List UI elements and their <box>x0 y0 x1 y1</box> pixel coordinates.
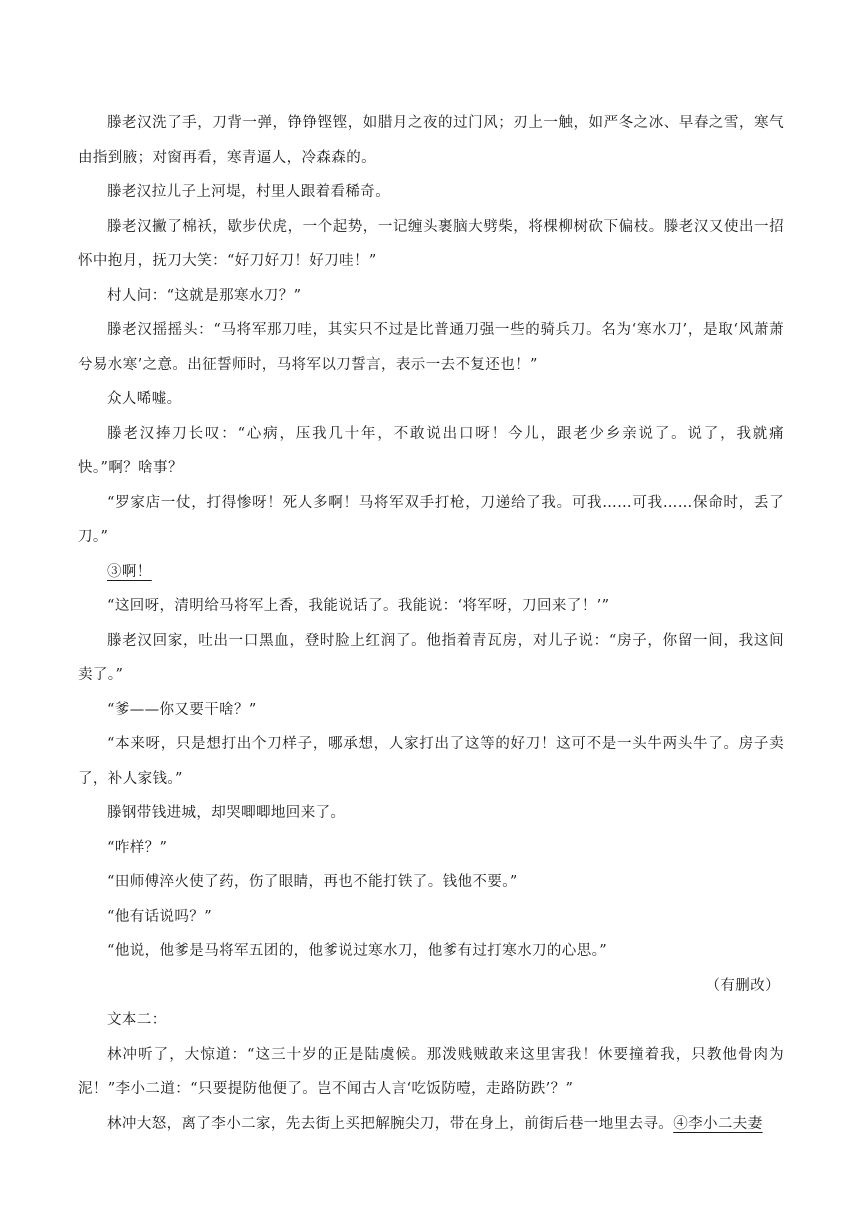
source-note: （有删改） <box>705 977 780 994</box>
paragraph: “他说，他爹是马将军五团的，他爹说过寒水刀，他爹有过打寒水刀的心思。” <box>107 943 608 959</box>
paragraph: “罗家店一仗，打得惨呀！死人多啊！马将军双手打枪，刀递给了我。可我……可我……保命时，丢了刀。” <box>78 494 784 545</box>
paragraph: “本来呀，只是想打出个刀样子，哪承想，人家打出了这等的好刀！这可不是一头牛两头牛了。房子卖了，补人家钱。” <box>78 736 784 787</box>
paragraph <box>78 1107 784 1142</box>
paragraph: “田师傅淬火使了药，伤了眼睛，再也不能打铁了。钱他不要。” <box>107 874 518 890</box>
paragraph: 滕老汉摇摇头：“马将军那刀哇，其实只不过是比普通刀强一些的骑兵刀。名为‘寒水刀’，是取‘风萧萧兮易水寒’之意。出征誓师时，马将军以刀誓言，表示一去不复还也！” <box>78 322 784 373</box>
paragraph: “他有话说吗？” <box>107 908 213 925</box>
underlined-text: ④李小二夫妻 <box>673 1115 763 1132</box>
paragraph-text: 林冲大怒，离了李小二家，先去街上买把解腕尖刀，带在身上，前街后巷一地里去寻。 <box>107 1115 674 1132</box>
paragraph: “这回呀，清明给马将军上香，我能说话了。我能说：‘将军呀，刀回来了！’” <box>107 598 610 614</box>
paragraph: “咋样？” <box>107 839 168 856</box>
paragraph: 众人唏嘘。 <box>107 391 182 407</box>
paragraph: 滕老汉回家，吐出一口黑血，登时脸上红润了。他指着青瓦房，对儿子说：“房子，你留一间，我这间卖了。” <box>78 632 784 683</box>
section-heading: 文本二： <box>107 1012 167 1028</box>
paragraph: 滕钢带钱进城，却哭唧唧地回来了。 <box>107 805 346 821</box>
paragraph: 滕老汉捧刀长叹：“心病，压我几十年，不敢说出口呀！今儿，跟老少乡亲说了。说了，我就痛快。”啊？啥事？ <box>78 425 784 476</box>
paragraph: 滕老汉拉儿子上河堤，村里人跟着看稀奇。 <box>107 184 391 200</box>
document-page <box>78 106 784 1141</box>
paragraph: 滕老汉洗了手，刀背一弹，铮铮铿铿，如腊月之夜的过门风；刃上一触，如严冬之冰、早春之雪，寒气由指到腋；对窗再看，寒青逼人，冷森森的。 <box>78 115 784 166</box>
paragraph: 林冲听了，大惊道：“这三十岁的正是陆虞候。那泼贱贼敢来这里害我！休要撞着我，只教他骨肉为泥！”李小二道：“只要提防他便了。岂不闻古人言‘吃饭防噎，走路防跌’？” <box>78 1046 784 1097</box>
paragraph: 村人问：“这就是那寒水刀？” <box>107 287 302 304</box>
underlined-text: ③啊！ <box>107 563 152 580</box>
paragraph: 滕老汉撇了棉袄，歇步伏虎，一个起势，一记缠头裹脑大劈柴，将棵柳树砍下偏枝。滕老汉又使出一招怀中抱月，抚刀大笑：“好刀好刀！好刀哇！” <box>78 218 784 269</box>
paragraph: “爹——你又要干啥？” <box>107 701 257 718</box>
paragraph-underlined <box>78 555 784 590</box>
